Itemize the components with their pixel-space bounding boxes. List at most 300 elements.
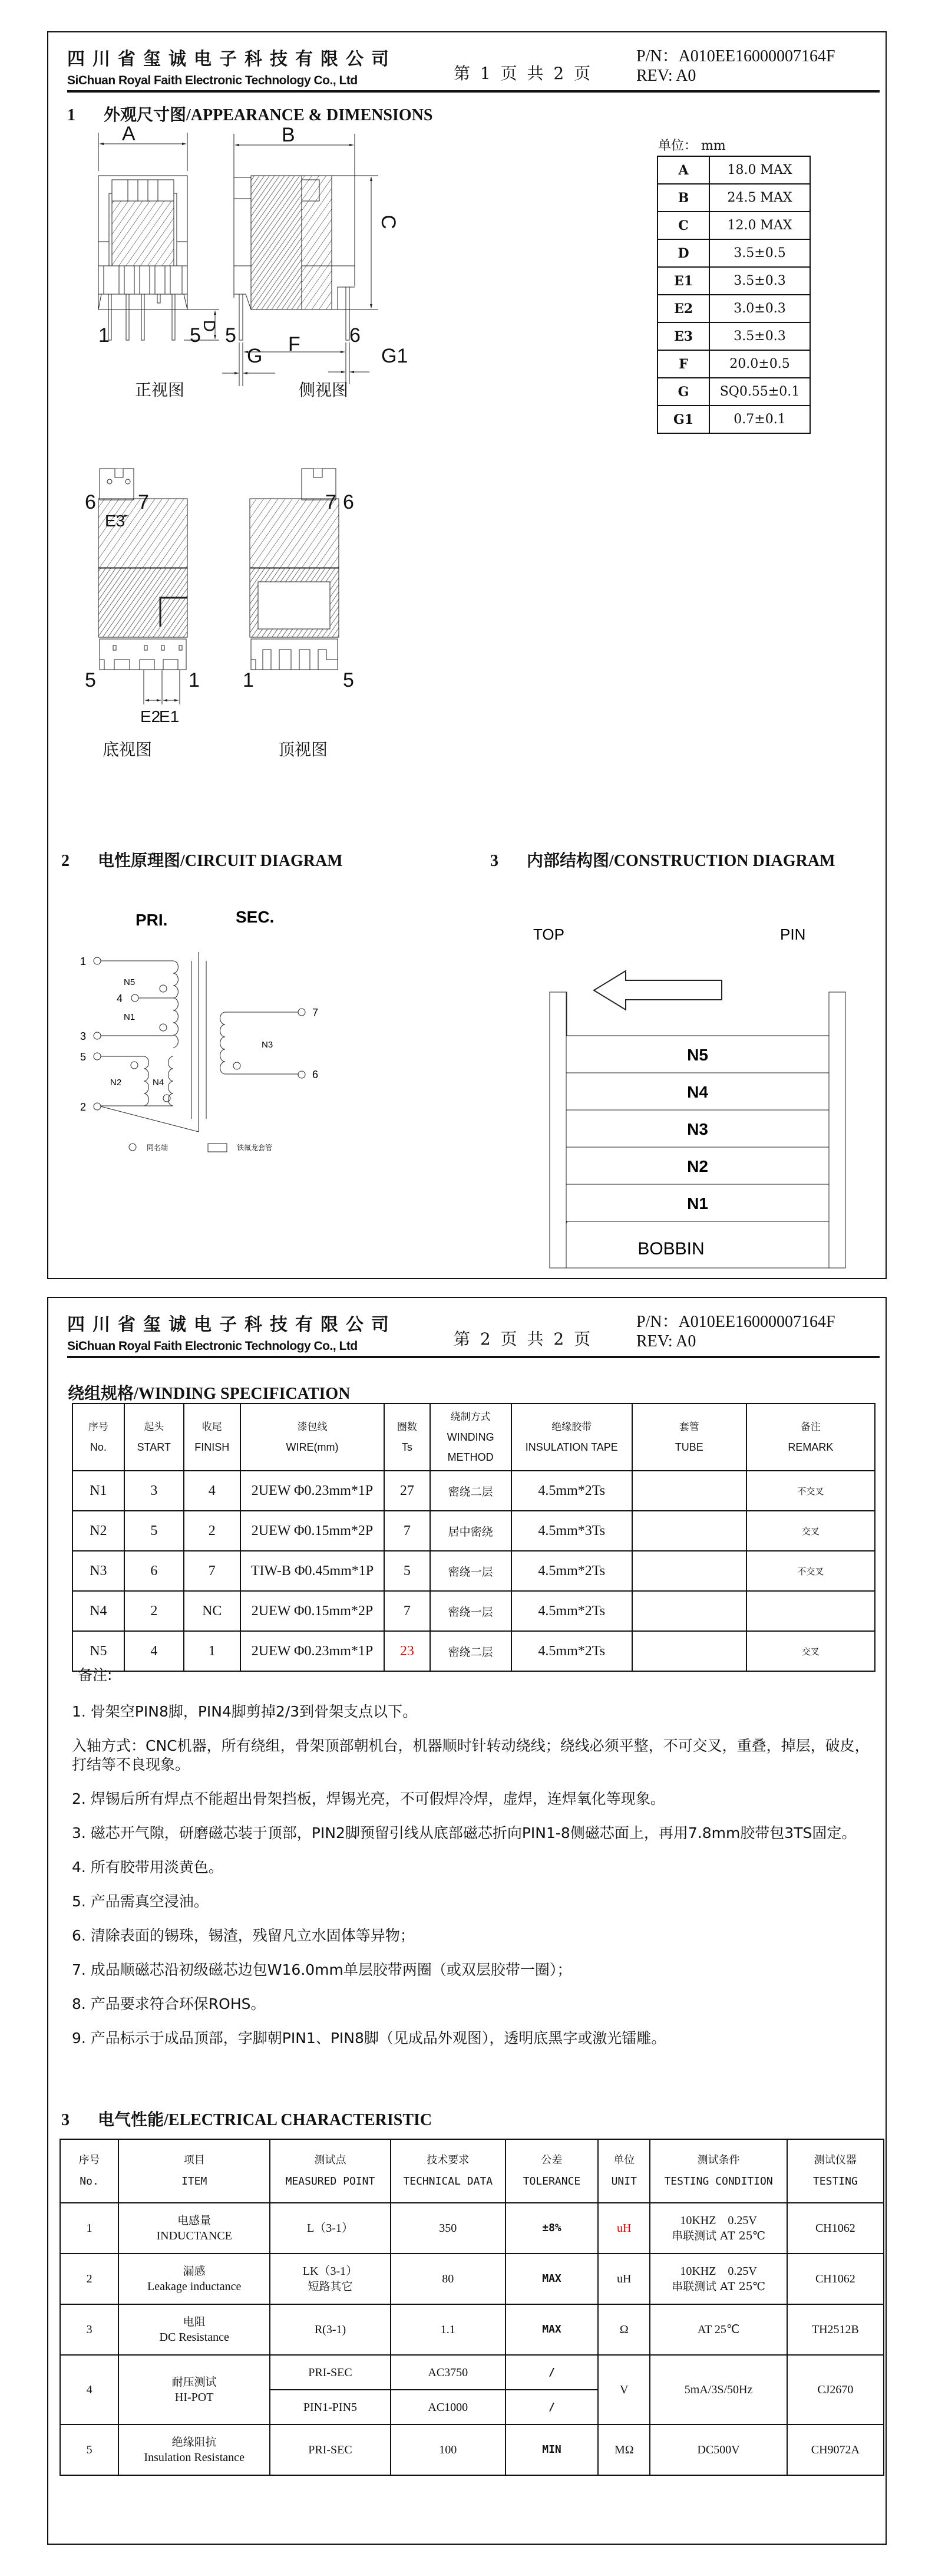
point-main: PIN1-PIN5 <box>303 2400 358 2414</box>
front-view-caption: 正视图 <box>135 380 185 400</box>
dimension-row <box>658 212 810 239</box>
cell-unit: V <box>598 2355 650 2425</box>
winding-n4-label: N4 <box>153 1078 164 1088</box>
page-number: 第 2 页 共 2 页 <box>454 1329 593 1349</box>
item-en: HI-POT <box>174 2391 214 2404</box>
condition-line-1: 5mA/3S/50Hz <box>684 2383 753 2396</box>
electrical-header <box>506 2139 598 2203</box>
cell-instrument: CH1062 <box>787 2203 884 2254</box>
item-zh: 耐压测试 <box>171 2376 217 2389</box>
header-en: INSULATION TAPE <box>525 1441 618 1453</box>
company-name-cn: 四川省玺诚电子科技有限公司 <box>67 1315 397 1335</box>
point-main: L（3-1） <box>307 2222 353 2235</box>
header-zh: 测试点 <box>314 2154 346 2166</box>
dimension-value: 3.5±0.3 <box>709 267 810 295</box>
winding-cell-start: 4 <box>124 1631 184 1671</box>
bobbin-label: BOBBIN <box>637 1239 705 1259</box>
header-divider <box>67 1356 880 1358</box>
dimension-row <box>658 267 810 295</box>
section-title-appearance <box>67 102 432 126</box>
circuit-pin-4: 4 <box>117 993 123 1004</box>
condition-line-1: 10KHZ 0.25V <box>680 2265 757 2278</box>
header-zh: 序号 <box>88 1421 108 1433</box>
layer-label: N4 <box>687 1083 708 1101</box>
winding-header <box>384 1404 429 1471</box>
section-title-winding: 绕组规格/WINDING SPECIFICATION <box>68 1385 351 1403</box>
dimension-value: SQ0.55±0.1 <box>709 378 810 406</box>
circuit-pin-3: 3 <box>80 1030 87 1042</box>
electrical-header <box>60 2139 118 2203</box>
point-main: PRI-SEC <box>308 2366 352 2379</box>
winding-cell-no: N4 <box>72 1591 124 1631</box>
item-zh: 电阻 <box>183 2315 206 2328</box>
cell-point <box>270 2304 390 2355</box>
winding-cell-remark: 交叉 <box>746 1511 875 1551</box>
dim-label-e3: E3 <box>105 512 125 530</box>
electrical-header <box>118 2139 270 2203</box>
side-view-caption: 侧视图 <box>299 380 349 400</box>
winding-cell-method: 密绕二层 <box>430 1631 511 1671</box>
dimension-value: 3.0±0.3 <box>709 295 810 322</box>
bottom-pin-6-label: 6 <box>85 491 96 513</box>
item-en: DC Resistance <box>159 2331 229 2344</box>
note-item: 1. 骨架空PIN8脚，PIN4脚剪掉2/3到骨架支点以下。 <box>72 1703 418 1720</box>
cell-instrument: CH1062 <box>787 2254 884 2304</box>
item-en: Leakage inductance <box>147 2280 242 2293</box>
cell-instrument: CH9072A <box>787 2425 884 2475</box>
winding-header <box>184 1404 240 1471</box>
cell-point <box>270 2355 390 2390</box>
note-item: 5. 产品需真空浸油。 <box>72 1893 209 1910</box>
cell-tolerance: MIN <box>506 2425 598 2475</box>
layer-label: N5 <box>687 1046 708 1064</box>
winding-cell-method: 居中密绕 <box>430 1511 511 1551</box>
section-title-text: 电气性能/ELECTRICAL CHARACTERISTIC <box>98 2111 432 2129</box>
winding-n2-label: N2 <box>110 1078 122 1088</box>
header-zh: 漆包线 <box>297 1421 328 1433</box>
header-zh: 收尾 <box>201 1421 222 1433</box>
header-en: START <box>137 1441 171 1453</box>
cell-tolerance: MAX <box>506 2254 598 2304</box>
header-zh: 测试条件 <box>697 2154 740 2166</box>
dim-label-g: G <box>247 345 263 367</box>
note-item: 2. 焊锡后所有焊点不能超出骨架挡板，焊锡光亮，不可假焊冷焊，虚焊，连焊氧化等现象。 <box>72 1790 665 1807</box>
point-main: PRI-SEC <box>308 2443 352 2456</box>
electrical-row <box>60 2203 884 2254</box>
electrical-header <box>598 2139 650 2203</box>
header-en: No. <box>90 1441 107 1453</box>
cell-condition <box>650 2203 787 2254</box>
winding-cell-remark: 不交叉 <box>746 1551 875 1591</box>
side-pin-6-label: 6 <box>349 324 361 347</box>
item-en: INDUCTANCE <box>156 2229 232 2242</box>
core-bottom-hatch <box>98 568 187 637</box>
revision: REV: A0 <box>636 1332 696 1350</box>
section-number: 1 <box>67 106 75 124</box>
core-window <box>258 582 330 629</box>
header-zh: 备注 <box>800 1421 821 1433</box>
notes-title: 备注: <box>78 1666 113 1684</box>
bottom-pin-1-label: 1 <box>189 669 200 691</box>
electrical-row <box>60 2425 884 2475</box>
header-zh: 测试仪器 <box>814 2154 857 2166</box>
dimension-row <box>658 322 810 350</box>
cell-item <box>118 2254 270 2304</box>
page-number: 第 1 页 共 2 页 <box>454 64 593 83</box>
cell-data: 1.1 <box>391 2304 506 2355</box>
dim-label-a: A <box>122 123 136 145</box>
dimension-row <box>658 156 810 184</box>
sec-label: SEC. <box>236 908 275 926</box>
cell-instrument: TH2512B <box>787 2304 884 2355</box>
dimension-value: 3.5±0.5 <box>709 239 810 267</box>
winding-cell-start: 3 <box>124 1471 184 1511</box>
electrical-row <box>60 2355 884 2390</box>
point-main: R(3-1) <box>314 2323 346 2336</box>
cell-data: AC1000 <box>391 2390 506 2425</box>
cell-data: 100 <box>391 2425 506 2475</box>
winding-n3-label: N3 <box>262 1040 273 1050</box>
winding-cell-ts: 7 <box>384 1511 429 1551</box>
point-sub: 短路其它 <box>308 2280 353 2293</box>
condition-line-2: 串联测试 AT 25℃ <box>672 2229 766 2242</box>
dim-label-g1: G1 <box>381 345 408 367</box>
dimension-value: 18.0 MAX <box>709 156 810 184</box>
section-title-text: 电性原理图/CIRCUIT DIAGRAM <box>98 852 343 870</box>
note-item: 9. 产品标示于成品顶部，字脚朝PIN1、PIN8脚（见成品外观图），透明底黑字或激光镭雕。 <box>72 2030 666 2047</box>
header-zh: 起头 <box>144 1421 164 1433</box>
circuit-diagram <box>48 858 473 1211</box>
winding-row <box>72 1551 875 1591</box>
winding-cell-ts: 5 <box>384 1551 429 1591</box>
dimension-value: 20.0±0.5 <box>709 350 810 378</box>
winding-header <box>746 1404 875 1471</box>
layer-label: N2 <box>687 1157 708 1175</box>
dimension-key: D <box>658 239 709 267</box>
cell-data: AC3750 <box>391 2355 506 2390</box>
cell-condition <box>650 2254 787 2304</box>
bottom-view-drawing <box>90 469 243 693</box>
winding-cell-finish: 1 <box>184 1631 240 1671</box>
winding-spec-table <box>72 1403 875 1672</box>
point-main: LK（3-1） <box>302 2265 358 2278</box>
header-en: TECHNICAL DATA <box>403 2175 493 2188</box>
bottom-pin-5-label: 5 <box>85 669 96 691</box>
circuit-pin-1: 1 <box>80 956 87 967</box>
part-number: P/N：A010EE16000007164F <box>636 1313 835 1331</box>
winding-cell-tape: 4.5mm*2Ts <box>511 1471 632 1511</box>
winding-cell-finish: NC <box>184 1591 240 1631</box>
condition-line-2: 串联测试 AT 25℃ <box>672 2280 766 2293</box>
section-title-electrical <box>61 2107 432 2130</box>
front-view-drawing <box>90 133 225 327</box>
circuit-pin-7: 7 <box>312 1007 319 1019</box>
header-zh: 序号 <box>78 2154 100 2166</box>
header-en: WINDING <box>447 1431 494 1443</box>
condition-line-1: 10KHZ 0.25V <box>680 2214 757 2227</box>
top-pin-1-label: 1 <box>243 669 254 691</box>
winding-n1-label: N1 <box>124 1012 136 1022</box>
circuit-pin-5: 5 <box>80 1051 87 1063</box>
dimension-key: E2 <box>658 295 709 322</box>
winding-cell-wire: 2UEW Φ0.23mm*1P <box>240 1631 385 1671</box>
winding-cell-remark: 交叉 <box>746 1631 875 1671</box>
pri-label: PRI. <box>136 911 168 929</box>
dimension-row <box>658 406 810 433</box>
winding-cell-tape: 4.5mm*3Ts <box>511 1511 632 1551</box>
winding-cell-method: 密绕一层 <box>430 1551 511 1591</box>
electrical-header <box>391 2139 506 2203</box>
winding-header <box>430 1404 511 1471</box>
part-number: P/N：A010EE16000007164F <box>636 47 835 65</box>
cell-tolerance: MAX <box>506 2304 598 2355</box>
dim-label-c: C <box>376 215 399 229</box>
item-zh: 绝缘阻抗 <box>171 2436 217 2449</box>
winding-cell-tape: 4.5mm*2Ts <box>511 1631 632 1671</box>
cell-condition <box>650 2304 787 2355</box>
header-en: MEASURED POINT <box>285 2175 375 2188</box>
cell-no: 4 <box>60 2355 118 2425</box>
section-number: 2 <box>61 852 70 870</box>
legend-dot-label: 同名端 <box>147 1144 169 1152</box>
dimension-row <box>658 184 810 212</box>
company-name-en: SiChuan Royal Faith Electronic Technology Co., Ltd <box>67 74 358 87</box>
dimension-key: F <box>658 350 709 378</box>
cell-unit: uH <box>598 2203 650 2254</box>
header-zh: 公差 <box>541 2154 563 2166</box>
notes-section <box>72 1663 873 2063</box>
winding-cell-tape: 4.5mm*2Ts <box>511 1551 632 1591</box>
electrical-row <box>60 2254 884 2304</box>
cell-unit: uH <box>598 2254 650 2304</box>
top-pin-7-label: 7 <box>325 491 336 513</box>
section-number: 3 <box>61 2111 70 2129</box>
top-pin-6-label: 6 <box>343 491 354 513</box>
dim-label-e2: E2 <box>140 707 161 726</box>
section-title-text: 外观尺寸图/APPEARANCE & DIMENSIONS <box>104 106 433 124</box>
header-zh: 技术要求 <box>427 2154 470 2166</box>
page-header <box>48 1298 886 1357</box>
header-zh: 圈数 <box>397 1421 417 1433</box>
winding-header <box>124 1404 184 1471</box>
cell-tolerance: / <box>506 2390 598 2425</box>
winding-cell-no: N1 <box>72 1471 124 1511</box>
note-item: 3. 磁芯开气隙，研磨磁芯装于顶部，PIN2脚预留引线从底部磁芯折向PIN1-8侧磁芯面上，再用7.8mm胶带包3TS固定。 <box>72 1824 857 1842</box>
winding-layers <box>566 1036 829 1221</box>
winding-cell-ts: 27 <box>384 1471 429 1511</box>
note-item: 7. 成品顺磁芯沿初级磁芯边包W16.0mm单层胶带两圈（或双层胶带一圈）； <box>72 1961 572 1978</box>
header-zh: 绕制方式 <box>450 1411 491 1423</box>
cell-item <box>118 2203 270 2254</box>
winding-n5-label: N5 <box>124 977 136 987</box>
spec-page-1 <box>47 31 887 1279</box>
company-name-cn: 四川省玺诚电子科技有限公司 <box>67 49 397 70</box>
header-zh: 绝缘胶带 <box>551 1421 592 1433</box>
winding-cell-finish: 2 <box>184 1511 240 1551</box>
winding-cell-wire: TIW-B Φ0.45mm*1P <box>240 1551 385 1591</box>
winding-header <box>240 1404 385 1471</box>
electrical-row <box>60 2304 884 2355</box>
header-divider <box>67 90 880 93</box>
cell-instrument: CJ2670 <box>787 2355 884 2425</box>
cell-point <box>270 2254 390 2304</box>
top-view-caption: 顶视图 <box>278 740 328 759</box>
electrical-header <box>650 2139 787 2203</box>
section-number: 3 <box>490 852 498 870</box>
note-item: 6. 清除表面的锡珠，锡渣，残留凡立水固体等异物； <box>72 1927 415 1944</box>
cell-item <box>118 2355 270 2425</box>
front-pin-5-label: 5 <box>190 324 201 347</box>
header-en: ITEM <box>181 2175 207 2188</box>
cell-point <box>270 2425 390 2475</box>
winding-hatch <box>112 201 174 266</box>
electrical-table <box>60 2139 884 2476</box>
dimension-key: E1 <box>658 267 709 295</box>
cell-item <box>118 2425 270 2475</box>
winding-header <box>511 1404 632 1471</box>
winding-cell-wire: 2UEW Φ0.23mm*1P <box>240 1471 385 1511</box>
winding-cell-finish: 4 <box>184 1471 240 1511</box>
winding-cell-wire: 2UEW Φ0.15mm*2P <box>240 1511 385 1551</box>
header-en: WIRE(mm) <box>286 1441 339 1453</box>
side-pin-5-label: 5 <box>225 324 236 347</box>
dim-label-b: B <box>282 124 295 146</box>
dimension-key: G1 <box>658 406 709 433</box>
winding-cell-ts: 7 <box>384 1591 429 1631</box>
dimension-value: 12.0 MAX <box>709 212 810 239</box>
winding-cell-start: 5 <box>124 1511 184 1551</box>
winding-cell-tube <box>632 1591 746 1631</box>
header-en: No. <box>80 2175 99 2188</box>
construction-diagram <box>473 858 806 1259</box>
dimension-key: C <box>658 212 709 239</box>
circuit-pin-6: 6 <box>312 1069 319 1081</box>
cell-condition <box>650 2355 787 2425</box>
winding-cell-no: N5 <box>72 1631 124 1671</box>
dimension-value: 24.5 MAX <box>709 184 810 212</box>
note-item: 8. 产品要求符合环保ROHS。 <box>72 1995 266 2012</box>
winding-cell-remark <box>746 1591 875 1631</box>
winding-cell-start: 2 <box>124 1591 184 1631</box>
condition-line-1: AT 25℃ <box>697 2323 740 2336</box>
top-pin-5-label: 5 <box>343 669 354 691</box>
header-zh: 单位 <box>613 2154 635 2166</box>
pin-label: PIN <box>780 925 806 943</box>
core-hatch <box>251 176 302 309</box>
cell-no: 3 <box>60 2304 118 2355</box>
bottom-view-caption: 底视图 <box>103 740 153 759</box>
winding-cell-method: 密绕一层 <box>430 1591 511 1631</box>
dim-label-e1: E1 <box>159 707 180 726</box>
winding-cell-tube <box>632 1471 746 1511</box>
header-en: UNIT <box>611 2175 637 2188</box>
header-en2: METHOD <box>447 1451 494 1463</box>
winding-cell-ts: 23 <box>384 1631 429 1671</box>
condition-line-1: DC500V <box>697 2443 740 2456</box>
header-en: TUBE <box>675 1441 703 1453</box>
winding-row <box>72 1591 875 1631</box>
winding-cell-wire: 2UEW Φ0.15mm*2P <box>240 1591 385 1631</box>
winding-row <box>72 1471 875 1511</box>
page-header <box>48 32 886 91</box>
dimension-table <box>657 156 811 434</box>
top-view-drawing <box>249 469 355 681</box>
note-item: 4. 所有胶带用淡黄色。 <box>72 1859 223 1876</box>
cell-tolerance: ±8% <box>506 2203 598 2254</box>
revision: REV: A0 <box>636 67 696 85</box>
winding-cell-tube <box>632 1551 746 1591</box>
item-en: Insulation Resistance <box>144 2451 245 2464</box>
winding-cell-tube <box>632 1511 746 1551</box>
cell-data: 350 <box>391 2203 506 2254</box>
dimension-value: 3.5±0.3 <box>709 322 810 350</box>
dimension-row <box>658 378 810 406</box>
cell-point <box>270 2390 390 2425</box>
item-zh: 电感量 <box>177 2214 212 2227</box>
dim-label-d: D <box>200 319 219 332</box>
header-en: FINISH <box>194 1441 230 1453</box>
cell-unit: MΩ <box>598 2425 650 2475</box>
header-en: TESTING <box>812 2175 858 2188</box>
winding-cell-method: 密绕二层 <box>430 1471 511 1511</box>
layer-label: N1 <box>687 1194 708 1213</box>
header-zh: 套管 <box>679 1421 699 1433</box>
header-en: TESTING CONDITION <box>664 2175 773 2188</box>
cell-tolerance: / <box>506 2355 598 2390</box>
cell-data: 80 <box>391 2254 506 2304</box>
winding-cell-finish: 7 <box>184 1551 240 1591</box>
winding-direction-arrow <box>594 971 722 1010</box>
cell-condition <box>650 2425 787 2475</box>
header-en: TOLERANCE <box>523 2175 581 2188</box>
header-zh: 项目 <box>183 2154 205 2166</box>
winding-cell-remark: 不交叉 <box>746 1471 875 1511</box>
cell-no: 5 <box>60 2425 118 2475</box>
dim-label-f: F <box>288 333 300 355</box>
cell-item <box>118 2304 270 2355</box>
top-label: TOP <box>533 925 564 943</box>
unit-label: 单位： mm <box>658 139 726 153</box>
winding-cell-no: N2 <box>72 1511 124 1551</box>
front-pin-1-label: 1 <box>98 324 110 347</box>
dimension-key: A <box>658 156 709 184</box>
dimension-value: 0.7±0.1 <box>709 406 810 433</box>
layer-label: N3 <box>687 1120 708 1138</box>
legend-tube-label: 铁氟龙套管 <box>237 1144 273 1152</box>
item-zh: 漏感 <box>183 2265 206 2278</box>
winding-row <box>72 1511 875 1551</box>
cell-no: 1 <box>60 2203 118 2254</box>
bottom-pin-7-label: 7 <box>138 491 149 513</box>
winding-header <box>632 1404 746 1471</box>
winding-cell-tape: 4.5mm*2Ts <box>511 1591 632 1631</box>
winding-cell-no: N3 <box>72 1551 124 1591</box>
header-en: REMARK <box>788 1441 834 1453</box>
cell-point <box>270 2203 390 2254</box>
cell-unit: Ω <box>598 2304 650 2355</box>
dimension-row <box>658 350 810 378</box>
dimension-row <box>658 295 810 322</box>
winding-header <box>72 1404 124 1471</box>
circuit-pin-2: 2 <box>80 1101 87 1113</box>
electrical-header <box>270 2139 390 2203</box>
note-item: 入轴方式：CNC机器，所有绕组，骨架顶部朝机台，机器顺时针转动绕线；绕线必须平整，不可交叉，重叠，掉层，破皮，打结等不良现象。 <box>72 1737 870 1773</box>
company-name-en: SiChuan Royal Faith Electronic Technology Co., Ltd <box>67 1339 358 1353</box>
section-title-text: 内部结构图/CONSTRUCTION DIAGRAM <box>527 852 835 870</box>
cell-no: 2 <box>60 2254 118 2304</box>
dimension-key: B <box>658 184 709 212</box>
dimension-row <box>658 239 810 267</box>
